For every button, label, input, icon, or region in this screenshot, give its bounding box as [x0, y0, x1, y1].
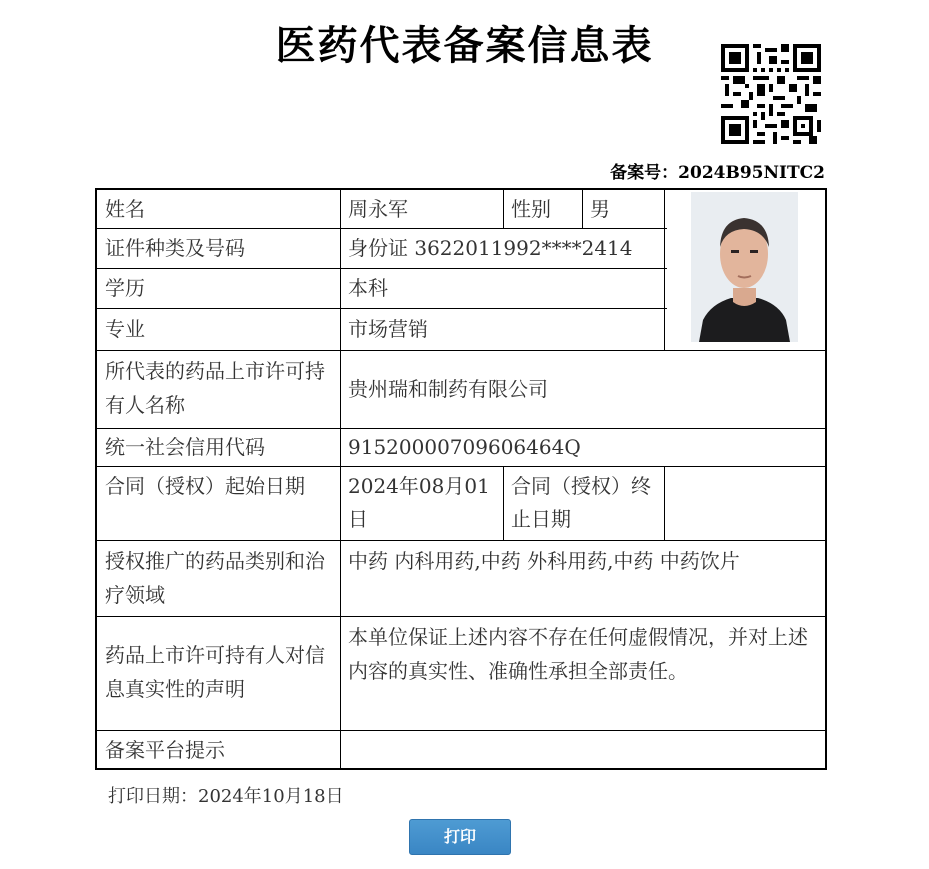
value-holder: 贵州瑞和制药有限公司 [348, 377, 548, 401]
value-contract-start: 2024年08月01日 [348, 474, 490, 531]
value-id: 身份证 3622011992****2414 [348, 236, 633, 260]
value-gender: 男 [590, 197, 610, 221]
page-title: 医药代表备案信息表 [275, 23, 654, 69]
print-button[interactable]: 打印 [409, 819, 511, 855]
label-education: 学历 [105, 276, 145, 300]
label-holder: 所代表的药品上市许可持有人名称 [105, 359, 325, 417]
record-number [610, 158, 825, 183]
qr-code [720, 44, 822, 144]
label-credit-code: 统一社会信用代码 [105, 435, 265, 459]
applicant-photo [691, 192, 798, 342]
label-contract-start: 合同（授权）起始日期 [105, 474, 305, 498]
info-table [95, 188, 827, 770]
print-date: 打印日期：2024年10月18日 [108, 786, 344, 807]
label-contract-end: 合同（授权）终止日期 [511, 474, 651, 531]
value-major: 市场营销 [348, 317, 428, 341]
label-gender: 性别 [511, 197, 551, 221]
value-contract-end [664, 466, 827, 540]
record-number-label: 备案号： [610, 163, 679, 183]
label-platform: 备案平台提示 [105, 738, 225, 762]
label-scope: 授权推广的药品类别和治疗领域 [105, 549, 325, 607]
record-number-value: 2024B95NITC2 [678, 163, 825, 183]
value-statement: 本单位保证上述内容不存在任何虚假情况，并对上述内容的真实性、准确性承担全部责任。 [348, 625, 808, 683]
label-statement: 药品上市许可持有人对信息真实性的声明 [105, 643, 325, 701]
value-platform [340, 730, 827, 770]
label-major: 专业 [105, 317, 145, 341]
label-id: 证件种类及号码 [105, 236, 245, 260]
label-name: 姓名 [105, 197, 145, 221]
value-scope: 中药 内科用药,中药 外科用药,中药 中药饮片 [348, 549, 740, 573]
value-credit-code: 91520000709606464Q [348, 435, 581, 459]
value-education: 本科 [348, 276, 388, 300]
value-name: 周永军 [348, 197, 408, 221]
